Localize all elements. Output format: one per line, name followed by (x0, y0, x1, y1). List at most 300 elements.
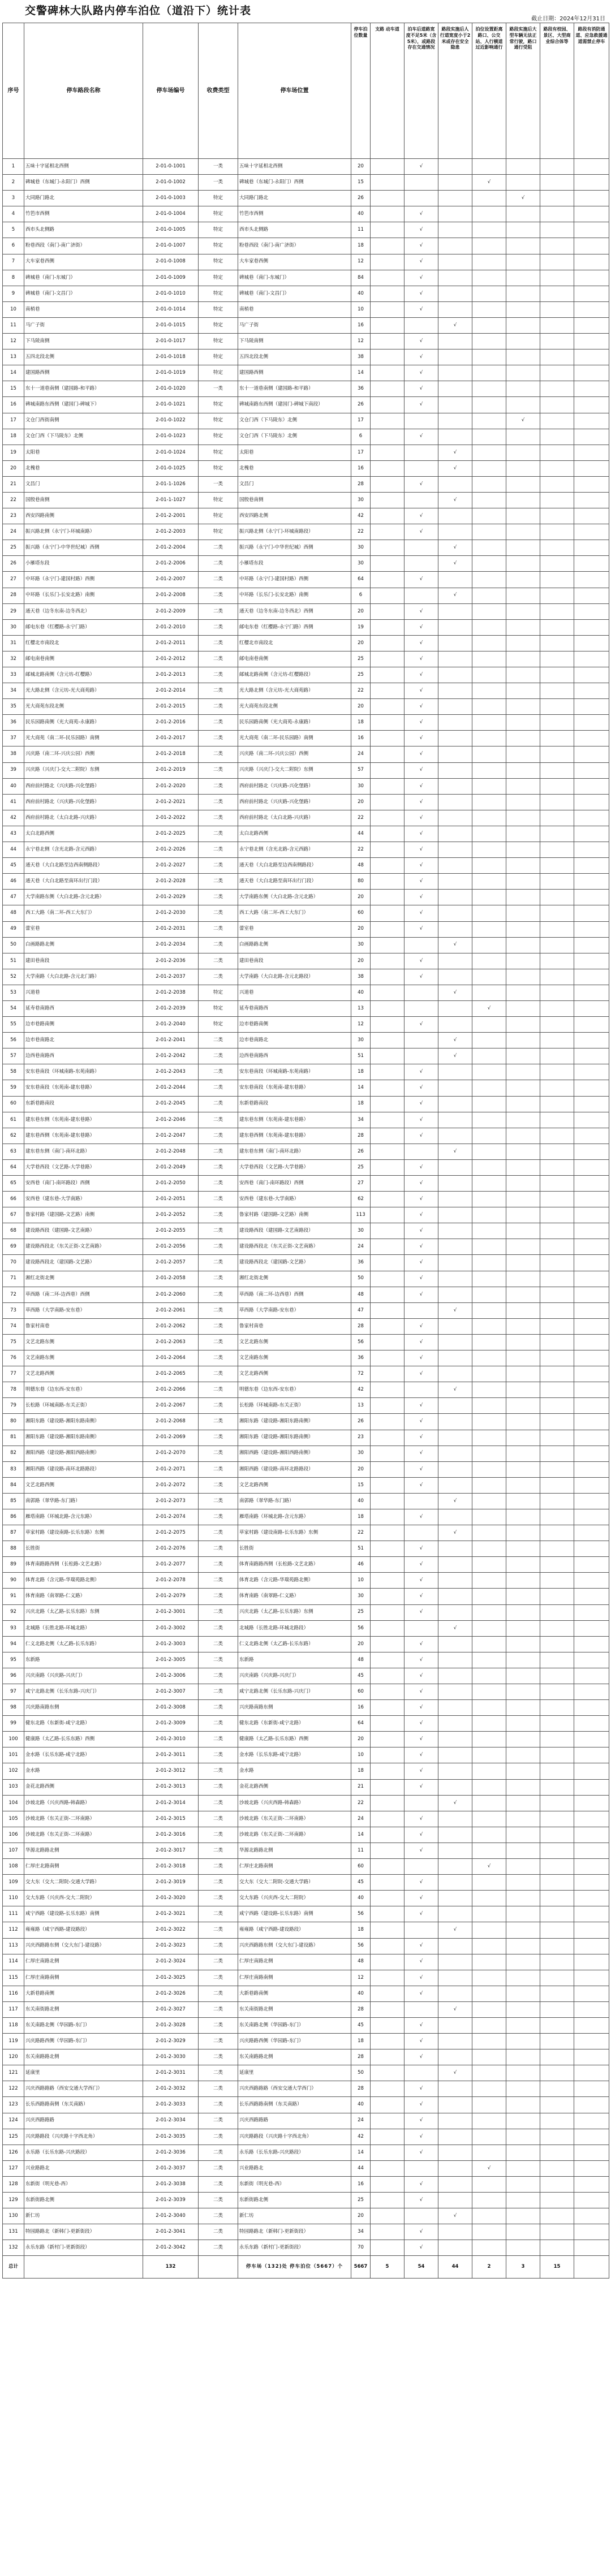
row-count: 20 (351, 890, 371, 905)
row-id: 2-01-2-3037 (143, 2160, 199, 2176)
row-cond6-check (540, 1747, 574, 1763)
row-name: 中环路（长乐门-长安北路）南侧 (24, 588, 143, 603)
row-id: 2-01-2-2026 (143, 842, 199, 858)
row-id: 2-01-2-2018 (143, 747, 199, 762)
row-cond5-check (506, 921, 540, 937)
row-count: 17 (351, 413, 371, 429)
header-cond6: 路段有校园、景区、大型商业综合体等 (540, 23, 574, 159)
row-cond1-check (371, 1843, 405, 1858)
row-cond3-check (438, 175, 472, 191)
row-cond6-check (540, 1493, 574, 1509)
row-cond3-check (438, 2113, 472, 2129)
row-count: 22 (351, 810, 371, 826)
row-count: 22 (351, 683, 371, 699)
row-cond6-check (540, 762, 574, 778)
row-count: 113 (351, 1207, 371, 1223)
row-cond4-check (472, 842, 506, 858)
row-cond1-check (371, 1700, 405, 1716)
row-type: 二类 (199, 1064, 238, 1080)
row-type: 特定 (199, 429, 238, 445)
row-count: 22 (351, 1795, 371, 1811)
row-cond6-check (540, 1318, 574, 1334)
row-location: 西工大路（南二环-西工大东门） (238, 905, 351, 921)
row-cond5-check (506, 1398, 540, 1414)
row-cond4-check (472, 1604, 506, 1620)
row-cond1-check (371, 572, 405, 588)
row-cond2-check: √ (405, 1318, 438, 1334)
row-id: 2-01-2-3042 (143, 2240, 199, 2256)
row-location: 北城路（长胜北路-环城北路段） (238, 1620, 351, 1636)
row-count: 10 (351, 1747, 371, 1763)
row-location: 草家村路（建设南路-长乐东路）东侧 (238, 1525, 351, 1541)
row-cond6-check (540, 1986, 574, 2001)
row-cond2-check (405, 1033, 438, 1048)
row-name: 金水路（长乐东路-咸宁北路） (24, 1747, 143, 1763)
row-name: 文仓门西街南侧 (24, 413, 143, 429)
row-location: 仁厚庄南路南侧 (238, 1970, 351, 1986)
row-id: 2-01-2-2001 (143, 508, 199, 524)
row-cond6-check (540, 1843, 574, 1858)
row-cond7-check (574, 1318, 609, 1334)
row-id: 2-01-2-3013 (143, 1779, 199, 1795)
row-id: 2-01-2-3035 (143, 2129, 199, 2144)
row-cond6-check (540, 778, 574, 794)
row-cond5-check (506, 1573, 540, 1589)
row-count: 84 (351, 270, 371, 286)
row-cond6-check (540, 683, 574, 699)
row-cond5-check (506, 1668, 540, 1684)
table-row (3, 476, 609, 492)
row-location: 湘阳西路（建设路-南环北路路段） (238, 1461, 351, 1477)
row-cond6-check (540, 715, 574, 731)
row-cond2-check: √ (405, 1970, 438, 1986)
row-cond1-check (371, 619, 405, 635)
row-cond2-check (405, 540, 438, 556)
row-cond7-check (574, 492, 609, 508)
row-name: 长松路（环城南路-东关正街） (24, 1398, 143, 1414)
row-cond3-check (438, 858, 472, 874)
row-cond4-check (472, 1446, 506, 1461)
row-seq: 4 (3, 206, 24, 222)
table-row (3, 1255, 609, 1271)
row-cond5-check (506, 1192, 540, 1207)
row-type: 二类 (199, 1954, 238, 1970)
row-seq: 18 (3, 429, 24, 445)
row-type: 二类 (199, 1382, 238, 1398)
row-cond5-check (506, 1636, 540, 1652)
row-cond6-check (540, 1159, 574, 1175)
row-cond1-check (371, 1875, 405, 1891)
row-name: 小雁塔东段 (24, 556, 143, 572)
row-cond4-check (472, 1954, 506, 1970)
row-type: 特定 (199, 524, 238, 540)
row-cond4-check (472, 619, 506, 635)
row-id: 2-01-2-2031 (143, 921, 199, 937)
table-row (3, 1779, 609, 1795)
row-cond6-check (540, 381, 574, 397)
row-cond1-check (371, 1477, 405, 1493)
row-cond6-check (540, 365, 574, 381)
row-cond5-check (506, 460, 540, 476)
row-location: 健康路（太乙路-长乐东路）西侧 (238, 1732, 351, 1747)
row-id: 2-01-2-2022 (143, 810, 199, 826)
row-cond2-check: √ (405, 2129, 438, 2144)
row-cond1-check (371, 1287, 405, 1302)
row-cond7-check (574, 985, 609, 1000)
row-id: 2-01-2-2027 (143, 858, 199, 874)
row-seq: 49 (3, 921, 24, 937)
row-cond6-check (540, 572, 574, 588)
row-cond7-check (574, 810, 609, 826)
row-cond2-check: √ (405, 476, 438, 492)
row-cond2-check (405, 1859, 438, 1875)
row-cond1-check (371, 969, 405, 985)
row-name: 建田巷南段 (24, 953, 143, 969)
row-count: 50 (351, 1271, 371, 1287)
row-cond1-check (371, 2160, 405, 2176)
row-location: 延寿巷南路西 (238, 1000, 351, 1016)
row-type: 二类 (199, 1827, 238, 1843)
row-count: 16 (351, 1700, 371, 1716)
row-cond2-check: √ (405, 159, 438, 175)
row-cond2-check: √ (405, 921, 438, 937)
row-cond5-check (506, 206, 540, 222)
row-cond2-check: √ (405, 572, 438, 588)
row-name: 长胜街 (24, 1541, 143, 1557)
table-row (3, 1668, 609, 1684)
row-name: 体育北路（含元路-华瑞苑路北侧） (24, 1573, 143, 1589)
row-id: 2-01-2-2030 (143, 905, 199, 921)
row-type: 特定 (199, 1000, 238, 1016)
row-cond1-check (371, 2113, 405, 2129)
row-cond2-check: √ (405, 2113, 438, 2129)
row-cond4-check (472, 1096, 506, 1112)
row-cond6-check (540, 858, 574, 874)
row-cond6-check (540, 2065, 574, 2081)
row-type: 二类 (199, 699, 238, 715)
row-cond2-check: √ (405, 270, 438, 286)
row-cond4-check (472, 1779, 506, 1795)
row-location: 粉巷西段（南门-南广济街） (238, 238, 351, 254)
row-seq: 107 (3, 1843, 24, 1858)
row-id: 2-01-2-2075 (143, 1525, 199, 1541)
row-id: 2-01-2-2007 (143, 572, 199, 588)
row-location: 交大东路（兴庆西-交大二附院） (238, 1891, 351, 1906)
row-cond3-check (438, 1064, 472, 1080)
document-title: 交警碑林大队路内停车泊位（道沿下）统计表 (25, 5, 252, 17)
row-type: 二类 (199, 905, 238, 921)
row-location: 安西巷（建东巷-大学南路） (238, 1192, 351, 1207)
table-row (3, 2113, 609, 2129)
row-cond1-check (371, 206, 405, 222)
row-cond5-check (506, 1843, 540, 1858)
row-count: 20 (351, 635, 371, 651)
row-id: 2-01-2-2070 (143, 1446, 199, 1461)
row-name: 雁塔南路（环城北路-含元东路） (24, 1509, 143, 1525)
row-cond4-check (472, 2129, 506, 2144)
row-cond7-check (574, 1843, 609, 1858)
row-cond4-check (472, 1652, 506, 1668)
row-cond7-check (574, 1096, 609, 1112)
row-cond4-check (472, 270, 506, 286)
row-location: 小雁塔东段 (238, 556, 351, 572)
row-id: 2-01-2-2042 (143, 1048, 199, 1064)
row-cond4-check (472, 2097, 506, 2113)
row-id: 2-01-2-3002 (143, 1620, 199, 1636)
row-cond6-check (540, 2049, 574, 2065)
row-cond4-check (472, 1493, 506, 1509)
row-cond4-check (472, 1287, 506, 1302)
row-cond3-check (438, 1875, 472, 1891)
row-type: 特定 (199, 460, 238, 476)
row-cond6-check (540, 429, 574, 445)
row-cond4-check (472, 524, 506, 540)
row-seq: 95 (3, 1652, 24, 1668)
row-cond5-check (506, 1430, 540, 1446)
row-type: 二类 (199, 762, 238, 778)
row-seq: 17 (3, 413, 24, 429)
row-cond1-check (371, 683, 405, 699)
row-name: 湘阳东路（建设路-湘阳东路南侧） (24, 1430, 143, 1446)
row-cond3-check (438, 1255, 472, 1271)
row-cond7-check (574, 619, 609, 635)
row-cond6-check (540, 2193, 574, 2208)
row-cond3-check (438, 397, 472, 413)
row-cond2-check: √ (405, 238, 438, 254)
row-cond1-check (371, 747, 405, 762)
row-cond7-check (574, 794, 609, 810)
row-cond2-check: √ (405, 1652, 438, 1668)
row-cond7-check (574, 1493, 609, 1509)
row-cond5-check (506, 1891, 540, 1906)
row-type: 二类 (199, 921, 238, 937)
row-cond5-check (506, 1922, 540, 1938)
row-cond2-check (405, 2160, 438, 2176)
table-row (3, 2144, 609, 2160)
row-count: 42 (351, 508, 371, 524)
row-cond5-check (506, 572, 540, 588)
row-type: 二类 (199, 1668, 238, 1684)
row-cond2-check: √ (405, 1843, 438, 1858)
row-id: 2-01-2-2029 (143, 890, 199, 905)
table-row (3, 1604, 609, 1620)
row-location: 金花北路西侧 (238, 1779, 351, 1795)
row-count: 57 (351, 762, 371, 778)
row-cond5-check (506, 603, 540, 619)
row-location: 东新路 (238, 1652, 351, 1668)
row-cond1-check (371, 1811, 405, 1827)
row-cond1-check (371, 1795, 405, 1811)
row-count: 18 (351, 1096, 371, 1112)
row-seq: 68 (3, 1223, 24, 1239)
row-cond2-check: √ (405, 1080, 438, 1096)
row-seq: 40 (3, 778, 24, 794)
row-cond2-check: √ (405, 1366, 438, 1382)
table-row (3, 1906, 609, 1922)
row-cond5-check (506, 588, 540, 603)
row-type: 二类 (199, 603, 238, 619)
row-location: 雁塔南路（环城北路-含元东路） (238, 1509, 351, 1525)
row-seq: 85 (3, 1493, 24, 1509)
row-location: 建东巷东侧（南门-南环北路） (238, 1144, 351, 1159)
row-type: 二类 (199, 1207, 238, 1223)
row-location: 东新街（明光巷-西） (238, 2176, 351, 2192)
row-location: 雍雍路（咸宁西路-建设路段） (238, 1922, 351, 1938)
row-cond5-check (506, 2049, 540, 2065)
row-cond1-check (371, 1033, 405, 1048)
row-type: 二类 (199, 1732, 238, 1747)
table-row (3, 715, 609, 731)
row-name: 光大商苑东段北侧 (24, 699, 143, 715)
row-type: 二类 (199, 1573, 238, 1589)
row-cond7-check (574, 1017, 609, 1033)
row-location: 兴庆路（兴庆门-交大二附院）东侧 (238, 762, 351, 778)
row-cond7-check (574, 1795, 609, 1811)
row-cond3-check (438, 365, 472, 381)
row-cond3-check (438, 429, 472, 445)
row-id: 2-01-2-3009 (143, 1716, 199, 1732)
row-seq: 80 (3, 1414, 24, 1430)
row-cond5-check (506, 635, 540, 651)
row-type: 二类 (199, 1287, 238, 1302)
row-cond2-check: √ (405, 1128, 438, 1144)
row-type: 特定 (199, 492, 238, 508)
row-cond4-check (472, 1334, 506, 1350)
row-cond4-check (472, 1636, 506, 1652)
row-seq: 75 (3, 1334, 24, 1350)
row-cond2-check (405, 1922, 438, 1938)
row-cond2-check (405, 1525, 438, 1541)
row-count: 34 (351, 2224, 371, 2240)
row-count: 13 (351, 1000, 371, 1016)
row-cond4-check (472, 1414, 506, 1430)
row-cond3-check (438, 238, 472, 254)
row-cond6-check (540, 1255, 574, 1271)
row-cond3-check (438, 842, 472, 858)
row-count: 38 (351, 349, 371, 365)
row-cond3-check (438, 667, 472, 683)
row-cond1-check (371, 238, 405, 254)
row-id: 2-01-0-1020 (143, 381, 199, 397)
row-name: 金花北路西侧 (24, 1779, 143, 1795)
row-type: 二类 (199, 683, 238, 699)
table-row (3, 1017, 609, 1033)
row-cond2-check: √ (405, 2224, 438, 2240)
row-cond3-check (438, 349, 472, 365)
row-location: 大新巷路南侧 (238, 1986, 351, 2001)
row-seq: 72 (3, 1287, 24, 1302)
row-cond6-check (540, 508, 574, 524)
row-cond5-check (506, 1461, 540, 1477)
row-cond1-check (371, 1716, 405, 1732)
row-type: 二类 (199, 858, 238, 874)
row-cond3-check (438, 2240, 472, 2256)
row-location: 东十一道巷南侧（建国路-和平路） (238, 381, 351, 397)
row-cond7-check (574, 2224, 609, 2240)
row-name: 西府前村路北（兴庆路-兴化堡路） (24, 794, 143, 810)
row-name: 通天巷（大白北路至南环出行门段） (24, 874, 143, 890)
row-cond7-check (574, 397, 609, 413)
row-location: 沙坡北路（东关正街-二环南路） (238, 1827, 351, 1843)
row-seq: 16 (3, 397, 24, 413)
row-name: 南梢巷 (24, 301, 143, 317)
row-seq: 9 (3, 286, 24, 301)
row-cond3-check: √ (438, 1382, 472, 1398)
row-id: 2-01-2-2040 (143, 1017, 199, 1033)
row-cond2-check: √ (405, 1414, 438, 1430)
row-location: 文仓门西（下马陵东）北侧 (238, 429, 351, 445)
row-cond4-check (472, 1986, 506, 2001)
table-row (3, 603, 609, 619)
row-id: 2-01-2-2076 (143, 1541, 199, 1557)
row-count: 56 (351, 1938, 371, 1954)
row-id: 2-01-2-2037 (143, 969, 199, 985)
totals-col7 (574, 2256, 609, 2279)
row-seq: 123 (3, 2097, 24, 2113)
row-cond3-check: √ (438, 1795, 472, 1811)
row-cond6-check (540, 2081, 574, 2097)
row-count: 30 (351, 1033, 371, 1048)
row-name: 东关南路路北侧 (24, 2049, 143, 2065)
row-cond6-check (540, 1414, 574, 1430)
row-cond1-check (371, 1318, 405, 1334)
row-cond2-check: √ (405, 429, 438, 445)
row-cond2-check: √ (405, 1176, 438, 1192)
row-location: 文艺北路东侧 (238, 1334, 351, 1350)
row-location: 兴庆南路（兴庆路-兴庆门） (238, 1668, 351, 1684)
row-location: 通天巷（大白北路至南环出行门段） (238, 874, 351, 890)
row-cond5-check: √ (506, 413, 540, 429)
row-cond3-check (438, 381, 472, 397)
row-cond5-check (506, 1970, 540, 1986)
row-cond3-check (438, 2017, 472, 2033)
row-cond2-check: √ (405, 365, 438, 381)
row-seq: 25 (3, 540, 24, 556)
row-cond4-check (472, 397, 506, 413)
row-id: 2-01-2-2015 (143, 699, 199, 715)
row-id: 2-01-2-2074 (143, 1509, 199, 1525)
row-name: 国殷巷南侧 (24, 492, 143, 508)
row-cond6-check (540, 937, 574, 953)
row-cond1-check (371, 762, 405, 778)
table-row (3, 1763, 609, 1779)
row-seq: 61 (3, 1112, 24, 1128)
row-cond2-check: √ (405, 1557, 438, 1573)
row-seq: 74 (3, 1318, 24, 1334)
row-id: 2-01-2-3028 (143, 2017, 199, 2033)
row-count: 26 (351, 1414, 371, 1430)
row-cond3-check (438, 1192, 472, 1207)
row-location: 长松路（环城南路-东关正街） (238, 1398, 351, 1414)
row-id: 2-01-2-2055 (143, 1223, 199, 1239)
row-location: 东关南路路北侧 (238, 2049, 351, 2065)
row-count: 19 (351, 619, 371, 635)
row-name: 交大东（交大二附院-交通大学路） (24, 1875, 143, 1891)
row-cond4-check (472, 1366, 506, 1382)
row-seq: 3 (3, 191, 24, 206)
row-cond3-check (438, 953, 472, 969)
row-count: 28 (351, 2001, 371, 2017)
row-type: 特定 (199, 397, 238, 413)
row-seq: 30 (3, 619, 24, 635)
row-cond2-check: √ (405, 1239, 438, 1255)
row-cond7-check (574, 826, 609, 842)
row-seq: 11 (3, 317, 24, 333)
row-cond6-check (540, 1461, 574, 1477)
row-location: 长乐西路路南侧（东关南路） (238, 2097, 351, 2113)
row-location: 鲁家村路（建国路-文艺路）南侧 (238, 1207, 351, 1223)
row-cond2-check (405, 1382, 438, 1398)
